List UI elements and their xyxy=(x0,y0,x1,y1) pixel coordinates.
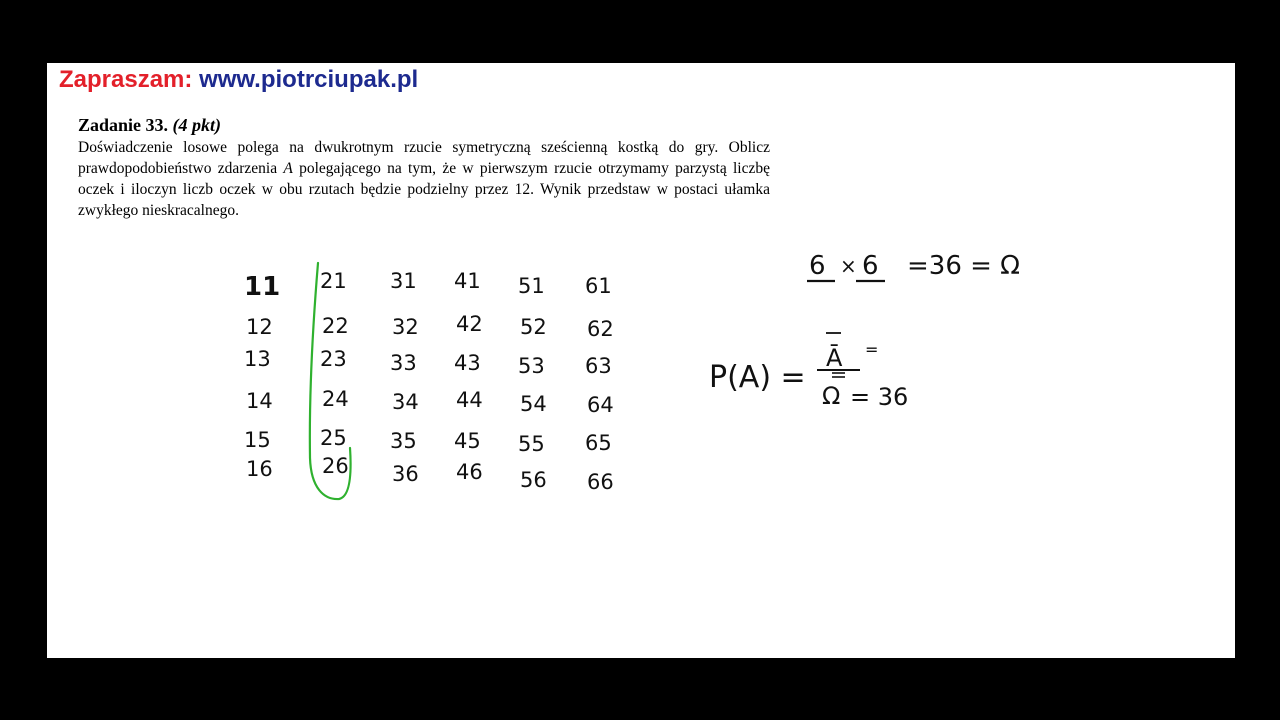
outcome-cell: 64 xyxy=(587,393,614,417)
outcome-cell: 63 xyxy=(585,354,612,378)
outcome-cell: 22 xyxy=(322,314,349,338)
task-points: (4 pkt) xyxy=(172,115,222,135)
probability-after-numerator: = xyxy=(865,340,879,359)
outcome-grid xyxy=(244,269,614,494)
probability-denominator: Ω xyxy=(822,382,841,410)
outcome-cell: 34 xyxy=(392,390,419,414)
outcome-cell: 25 xyxy=(320,426,347,450)
outcome-cell: 45 xyxy=(454,429,481,453)
task-number: Zadanie 33. xyxy=(78,115,169,135)
omega-times: × xyxy=(840,254,857,278)
outcome-cell: 56 xyxy=(520,468,547,492)
probability-lhs: P(A) = xyxy=(709,360,806,395)
omega-result: =36 = Ω xyxy=(907,251,1021,281)
outcome-cell: 24 xyxy=(322,387,349,411)
outcome-cell: 53 xyxy=(518,354,545,378)
task-text-part-1: Doświadczenie losowe polega na dwukrotnym rzucie symetryczną sześcienną kostką do gry. Oblicz prawdopodobieństwo zdarzenia xyxy=(78,139,770,177)
outcome-cell: 65 xyxy=(585,431,612,455)
outcome-cell: 52 xyxy=(520,315,547,339)
outcome-cell: 33 xyxy=(390,351,417,375)
outcome-cell: 61 xyxy=(585,274,612,298)
outcome-cell: 51 xyxy=(518,274,545,298)
outcome-cell: 31 xyxy=(390,269,417,293)
outcome-cell: 12 xyxy=(246,315,273,339)
outcome-cell: 16 xyxy=(246,457,273,481)
outcome-cell: 13 xyxy=(244,347,271,371)
outcome-cell: 41 xyxy=(454,269,481,293)
outcome-cell: 62 xyxy=(587,317,614,341)
probability-numerator: Ā xyxy=(826,344,843,372)
outcome-cell: 43 xyxy=(454,351,481,375)
omega-note xyxy=(807,251,1020,281)
outcome-cell: 46 xyxy=(456,460,483,484)
outcome-cell: 26 xyxy=(322,454,349,478)
promo-url[interactable]: www.piotrciupak.pl xyxy=(199,66,419,93)
handwritten-notes xyxy=(47,63,1235,658)
outcome-cell: 66 xyxy=(587,470,614,494)
outcome-cell: 15 xyxy=(244,428,271,452)
probability-denominator-value: = 36 xyxy=(850,383,909,411)
whiteboard-slide xyxy=(47,63,1235,658)
outcome-cell: 36 xyxy=(392,462,419,486)
outcome-cell: 21 xyxy=(320,269,347,293)
omega-factor-b: 6 xyxy=(862,251,879,281)
outcome-cell: 55 xyxy=(518,432,545,456)
outcome-cell: 54 xyxy=(520,392,547,416)
outcome-cell: 11 xyxy=(244,272,281,302)
event-symbol: A xyxy=(283,160,293,177)
probability-note xyxy=(709,333,908,411)
task-text-part-2: polegającego na tym, że w pierwszym rzucie otrzymamy parzystą liczbę oczek i iloczyn liczb oczek w obu rzutach będzie podzielny przez 12. Wynik przedstaw w postaci ułamka zwykłego nieskracalnego. xyxy=(78,160,771,219)
outcome-cell: 14 xyxy=(246,389,273,413)
outcome-cell: 35 xyxy=(390,429,417,453)
promo-label: Zapraszam: xyxy=(59,66,193,93)
outcome-cell: 23 xyxy=(320,347,347,371)
outcome-cell: 32 xyxy=(392,315,419,339)
outcome-cell: 44 xyxy=(456,388,483,412)
omega-factor-a: 6 xyxy=(809,251,826,281)
outcome-cell: 42 xyxy=(456,312,483,336)
